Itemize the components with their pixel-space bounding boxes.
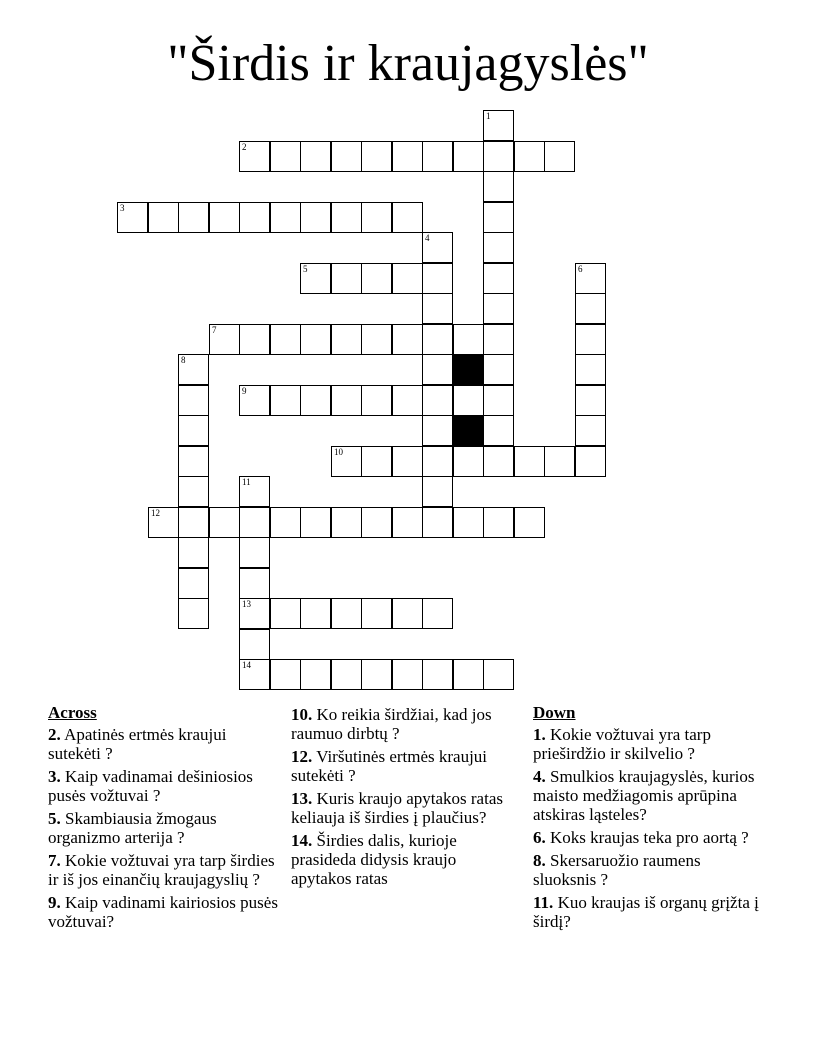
grid-cell[interactable]	[483, 385, 514, 416]
grid-cell[interactable]	[392, 263, 423, 294]
clue-across-12: 12. Viršutinės ertmės kraujui sutekėti ?	[291, 747, 488, 785]
grid-cell[interactable]	[178, 568, 209, 599]
across-clues-column-1	[48, 703, 280, 935]
grid-cell[interactable]	[239, 476, 270, 507]
grid-cell[interactable]	[392, 659, 423, 690]
grid-cell[interactable]	[239, 141, 270, 172]
grid-cell[interactable]	[514, 446, 545, 477]
grid-cell[interactable]	[453, 141, 484, 172]
grid-cell[interactable]	[483, 141, 514, 172]
grid-cell[interactable]	[300, 598, 331, 629]
grid-cell[interactable]	[331, 202, 362, 233]
grid-cell[interactable]	[270, 202, 301, 233]
grid-cell[interactable]	[117, 202, 148, 233]
grid-cell[interactable]	[331, 507, 362, 538]
grid-cell[interactable]	[361, 598, 392, 629]
clue-number: 6	[578, 264, 583, 274]
clue-number: 1	[486, 111, 491, 121]
page-title: "Širdis ir kraujagyslės"	[167, 35, 649, 92]
clue-number: 11	[242, 477, 251, 487]
grid-cell[interactable]	[483, 659, 514, 690]
clue-down-1: 1. Kokie vožtuvai yra tarp prieširdžio ir skilvelio ?	[533, 725, 711, 763]
grid-cell[interactable]	[544, 446, 575, 477]
clue-number: 9	[242, 386, 247, 396]
grid-cell[interactable]	[178, 202, 209, 233]
across-clues-column-2	[291, 705, 506, 892]
grid-cell[interactable]	[392, 141, 423, 172]
grid-cell[interactable]	[422, 141, 453, 172]
grid-cell[interactable]	[422, 598, 453, 629]
clue-down-6: 6. Koks kraujas teka pro aortą ?	[533, 828, 749, 847]
grid-cell[interactable]	[239, 659, 270, 690]
grid-cell[interactable]	[483, 415, 514, 446]
grid-cell[interactable]	[178, 415, 209, 446]
grid-cell[interactable]	[270, 385, 301, 416]
grid-cell[interactable]	[239, 598, 270, 629]
grid-cell[interactable]	[483, 202, 514, 233]
grid-cell[interactable]	[575, 446, 606, 477]
clue-across-9: 9. Kaip vadinami kairiosios pusės vožtuvai?	[48, 893, 278, 931]
grid-cell[interactable]	[575, 293, 606, 324]
grid-cell[interactable]	[483, 110, 514, 141]
grid-cell[interactable]	[361, 385, 392, 416]
grid-cell[interactable]	[575, 324, 606, 355]
grid-cell[interactable]	[239, 385, 270, 416]
grid-cell[interactable]	[209, 507, 240, 538]
black-square	[453, 354, 484, 385]
grid-cell[interactable]	[575, 263, 606, 294]
grid-cell[interactable]	[361, 446, 392, 477]
grid-cell[interactable]	[483, 446, 514, 477]
clue-down-11: 11. Kuo kraujas iš organų grįžta į širdį?	[533, 893, 759, 931]
grid-cell[interactable]	[239, 568, 270, 599]
grid-cell[interactable]	[209, 202, 240, 233]
grid-cell[interactable]	[422, 507, 453, 538]
clue-number: 10	[334, 447, 343, 457]
grid-cell[interactable]	[178, 507, 209, 538]
grid-cell[interactable]	[483, 263, 514, 294]
grid-cell[interactable]	[270, 659, 301, 690]
grid-cell[interactable]	[422, 232, 453, 263]
grid-cell[interactable]	[300, 324, 331, 355]
grid-cell[interactable]	[483, 354, 514, 385]
grid-cell[interactable]	[300, 659, 331, 690]
grid-cell[interactable]	[575, 354, 606, 385]
grid-cell[interactable]	[178, 446, 209, 477]
clue-across-5: 5. Skambiausia žmogaus organizmo arterija ?	[48, 809, 217, 847]
grid-cell[interactable]	[422, 446, 453, 477]
grid-cell[interactable]	[361, 324, 392, 355]
clue-number: 2	[242, 142, 247, 152]
grid-cell[interactable]	[392, 507, 423, 538]
grid-cell[interactable]	[392, 598, 423, 629]
grid-cell[interactable]	[361, 141, 392, 172]
clue-number: 14	[242, 660, 251, 670]
black-square	[453, 415, 484, 446]
clue-across-14: 14. Širdies dalis, kurioje prasideda didysis kraujo apytakos ratas	[291, 831, 457, 888]
grid-cell[interactable]	[331, 324, 362, 355]
grid-cell[interactable]	[331, 446, 362, 477]
grid-cell[interactable]	[422, 324, 453, 355]
clue-number: 7	[212, 325, 217, 335]
across-header: Across	[48, 703, 97, 722]
grid-cell[interactable]	[422, 476, 453, 507]
grid-cell[interactable]	[178, 476, 209, 507]
clue-across-3: 3. Kaip vadinamai dešiniosios pusės vožtuvai ?	[48, 767, 253, 805]
grid-cell[interactable]	[209, 324, 240, 355]
grid-cell[interactable]	[392, 385, 423, 416]
grid-cell[interactable]	[178, 354, 209, 385]
clue-number: 12	[151, 508, 160, 518]
grid-cell[interactable]	[270, 324, 301, 355]
grid-cell[interactable]	[392, 324, 423, 355]
clue-number: 3	[120, 203, 125, 213]
clue-down-8: 8. Skersaruožio raumens sluoksnis ?	[533, 851, 701, 889]
grid-cell[interactable]	[483, 507, 514, 538]
grid-cell[interactable]	[270, 598, 301, 629]
grid-cell[interactable]	[300, 202, 331, 233]
grid-cell[interactable]	[361, 659, 392, 690]
clue-across-7: 7. Kokie vožtuvai yra tarp širdies ir iš jos einančių kraujagyslių ?	[48, 851, 275, 889]
clue-number: 8	[181, 355, 186, 365]
grid-cell[interactable]	[453, 324, 484, 355]
grid-cell[interactable]	[361, 507, 392, 538]
grid-cell[interactable]	[514, 507, 545, 538]
grid-cell[interactable]	[148, 202, 179, 233]
grid-cell[interactable]	[422, 415, 453, 446]
grid-cell[interactable]	[453, 659, 484, 690]
grid-cell[interactable]	[270, 507, 301, 538]
grid-cell[interactable]	[331, 385, 362, 416]
grid-cell[interactable]	[422, 263, 453, 294]
grid-cell[interactable]	[239, 324, 270, 355]
grid-cell[interactable]	[178, 385, 209, 416]
grid-cell[interactable]	[331, 263, 362, 294]
grid-cell[interactable]	[483, 324, 514, 355]
down-header: Down	[533, 703, 576, 722]
grid-cell[interactable]	[575, 415, 606, 446]
grid-cell[interactable]	[239, 537, 270, 568]
grid-cell[interactable]	[270, 141, 301, 172]
grid-cell[interactable]	[422, 385, 453, 416]
grid-cell[interactable]	[422, 293, 453, 324]
grid-cell[interactable]	[361, 202, 392, 233]
grid-cell[interactable]	[453, 507, 484, 538]
grid-cell[interactable]	[300, 263, 331, 294]
grid-cell[interactable]	[422, 354, 453, 385]
grid-cell[interactable]	[483, 232, 514, 263]
grid-cell[interactable]	[392, 202, 423, 233]
grid-cell[interactable]	[239, 202, 270, 233]
grid-cell[interactable]	[392, 446, 423, 477]
clue-across-2: 2. Apatinės ertmės kraujui sutekėti ?	[48, 725, 227, 763]
down-clues-column	[533, 703, 763, 935]
grid-cell[interactable]	[331, 598, 362, 629]
grid-cell[interactable]	[483, 171, 514, 202]
grid-cell[interactable]	[300, 385, 331, 416]
grid-cell[interactable]	[239, 629, 270, 660]
clue-across-10: 10. Ko reikia širdžiai, kad jos raumuo dirbtų ?	[291, 705, 492, 743]
grid-cell[interactable]	[422, 659, 453, 690]
grid-cell[interactable]	[300, 141, 331, 172]
grid-cell[interactable]	[575, 385, 606, 416]
grid-cell[interactable]	[178, 598, 209, 629]
clue-number: 5	[303, 264, 308, 274]
grid-cell[interactable]	[453, 385, 484, 416]
grid-cell[interactable]	[453, 446, 484, 477]
grid-cell[interactable]	[544, 141, 575, 172]
clue-down-4: 4. Smulkios kraujagyslės, kurios maisto medžiagomis aprūpina atskiras ląsteles?	[533, 767, 755, 824]
grid-cell[interactable]	[178, 537, 209, 568]
clue-number: 13	[242, 599, 251, 609]
grid-cell[interactable]	[331, 659, 362, 690]
clue-number: 4	[425, 233, 430, 243]
grid-cell[interactable]	[483, 293, 514, 324]
grid-cell[interactable]	[331, 141, 362, 172]
grid-cell[interactable]	[148, 507, 179, 538]
clue-across-13: 13. Kuris kraujo apytakos ratas keliauja iš širdies į plaučius?	[291, 789, 503, 827]
grid-cell[interactable]	[361, 263, 392, 294]
grid-cell[interactable]	[300, 507, 331, 538]
grid-cell[interactable]	[514, 141, 545, 172]
grid-cell[interactable]	[239, 507, 270, 538]
